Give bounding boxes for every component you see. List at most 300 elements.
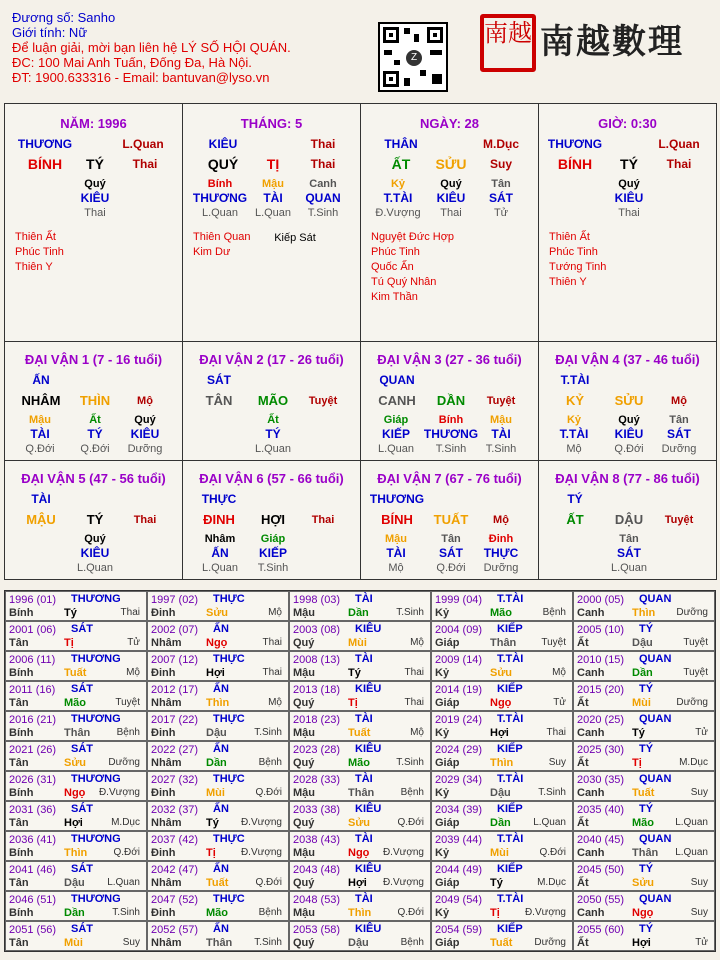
- year-stem: Đinh: [151, 607, 176, 619]
- year-ten-god: QUAN: [639, 893, 672, 905]
- year-life-stage: Mộ: [410, 637, 424, 648]
- year-label: 2053 (58): [293, 924, 341, 936]
- year-label: 2012 (17): [151, 684, 199, 696]
- year-label: 2040 (45): [577, 834, 625, 846]
- year-life-stage: M.Dục: [111, 817, 140, 828]
- year-branch: Mão: [64, 697, 86, 709]
- hidden-ten-god: T.TÀI: [383, 191, 413, 205]
- hidden-stem: Quý: [134, 414, 156, 426]
- year-stem: Ất: [577, 637, 589, 649]
- year-label: 2045 (50): [577, 864, 625, 876]
- year-branch: Mùi: [64, 937, 83, 949]
- life-stage: L.Quan: [201, 207, 239, 219]
- year-branch: Ngọ: [632, 907, 654, 919]
- life-stage: T.Sinh: [307, 207, 339, 219]
- year-branch: Mùi: [206, 787, 225, 799]
- year-cell: [431, 771, 573, 801]
- year-ten-god: TÝ: [639, 743, 654, 755]
- year-branch: Hợi: [490, 727, 509, 739]
- year-life-stage: Đ.Vượng: [240, 847, 282, 858]
- hidden-ten-god: KIÊU: [614, 427, 644, 441]
- life-stage: Thai: [311, 514, 335, 526]
- year-cell: [147, 771, 289, 801]
- contact-line: Để luận giải, mời bạn liên hệ LÝ SỐ HỘI QUÁN.: [12, 40, 291, 55]
- year-cell: [431, 591, 573, 621]
- year-stem: Kỷ: [435, 727, 450, 739]
- year-cell: [5, 891, 147, 921]
- shensha-star: Thiên Y: [549, 276, 587, 288]
- pillar-stem-branch: QUÝ: [207, 156, 239, 172]
- hidden-stem: Kỷ: [390, 178, 406, 190]
- year-life-stage: Tử: [553, 697, 566, 708]
- luck-pillar-title: ĐẠI VẬN 7 (67 - 76 tuổi): [377, 471, 522, 486]
- hidden-ten-god: TÀI: [386, 546, 406, 560]
- year-life-stage: T.Sinh: [254, 937, 282, 948]
- qr-center-mark: Z: [406, 50, 422, 66]
- year-cell: [573, 711, 715, 741]
- year-branch: Ngọ: [206, 637, 228, 649]
- year-stem: Ất: [577, 877, 589, 889]
- year-stem: Quý: [293, 937, 315, 949]
- year-label: 2021 (26): [9, 744, 57, 756]
- year-cell: [289, 801, 431, 831]
- year-label: 2048 (53): [293, 894, 341, 906]
- pillar-cell: [360, 103, 539, 342]
- luck-branch: SỬU: [614, 393, 644, 408]
- life-stage: Tuyệt: [486, 395, 516, 407]
- year-stem: Quý: [293, 637, 315, 649]
- year-life-stage: Bệnh: [258, 907, 282, 918]
- year-branch: Tý: [348, 667, 361, 679]
- year-cell: [431, 681, 573, 711]
- life-stage: Mộ: [671, 395, 687, 407]
- year-life-stage: Thai: [262, 637, 282, 648]
- year-label: 2020 (25): [577, 714, 625, 726]
- subject-name: Đương số: Sanho: [12, 10, 116, 25]
- year-cell: [573, 771, 715, 801]
- year-label: 2015 (20): [577, 684, 625, 696]
- year-ten-god: TÀI: [355, 833, 373, 845]
- pillar-cell: [538, 103, 717, 342]
- luck-stem: MẬU: [26, 512, 56, 527]
- shensha-star: Thiên Y: [15, 261, 53, 273]
- year-cell: [5, 921, 147, 951]
- pillar-stem-branch: TÝ: [620, 156, 638, 172]
- year-ten-god: SÁT: [71, 803, 93, 815]
- year-branch: Dậu: [490, 787, 511, 799]
- year-ten-god: TÝ: [639, 923, 654, 935]
- year-cell: [5, 741, 147, 771]
- year-stem: Quý: [293, 817, 315, 829]
- shensha-list: [549, 230, 606, 290]
- luck-branch: DẦN: [436, 393, 466, 408]
- hidden-stem: Canh: [309, 178, 337, 190]
- life-stage: Dưỡng: [127, 443, 163, 455]
- year-stem: Ất: [577, 697, 589, 709]
- hidden-ten-god: TÀI: [30, 427, 50, 441]
- subject-gender: Giới tính: Nữ: [12, 25, 88, 40]
- pillar-stem-branch: TỊ: [266, 156, 280, 172]
- year-label: 2023 (28): [293, 744, 341, 756]
- luck-pillar-title: ĐẠI VẬN 6 (57 - 66 tuổi): [199, 471, 344, 486]
- year-stem: Nhâm: [151, 637, 182, 649]
- pillar-title: NĂM: 1996: [60, 116, 127, 131]
- year-label: 1996 (01): [9, 594, 57, 606]
- year-stem: Đinh: [151, 787, 176, 799]
- year-ten-god: SÁT: [71, 923, 93, 935]
- year-cell: [289, 711, 431, 741]
- year-label: 2043 (48): [293, 864, 341, 876]
- year-ten-god: SÁT: [71, 623, 93, 635]
- year-life-stage: Q.Đới: [255, 877, 282, 888]
- year-cell: [5, 711, 147, 741]
- hidden-ten-god: ẤN: [211, 546, 229, 560]
- year-label: 2044 (49): [435, 864, 483, 876]
- year-life-stage: Thai: [546, 727, 566, 738]
- year-cell: [147, 681, 289, 711]
- year-branch: Dần: [632, 667, 653, 679]
- life-stage: Tử: [493, 207, 509, 219]
- year-stem: Đinh: [151, 667, 176, 679]
- year-cell: [289, 861, 431, 891]
- address-line: ĐC: 100 Mai Anh Tuấn, Đống Đa, Hà Nội.: [12, 55, 252, 70]
- year-label: 2019 (24): [435, 714, 483, 726]
- year-label: 2028 (33): [293, 774, 341, 786]
- year-stem: Tân: [9, 937, 29, 949]
- luck-pillar-cell: [4, 460, 183, 580]
- year-label: 2029 (34): [435, 774, 483, 786]
- year-branch: Thìn: [632, 607, 656, 619]
- year-cell: [431, 861, 573, 891]
- life-stage: T.Sinh: [485, 443, 517, 455]
- luck-pillar-cell: [182, 460, 361, 580]
- year-life-stage: Mộ: [126, 667, 140, 678]
- year-ten-god: TÀI: [355, 773, 373, 785]
- year-ten-god: KIÊU: [355, 623, 382, 635]
- ten-god-label: KIÊU: [208, 137, 238, 151]
- hidden-ten-god: TÝ: [87, 427, 103, 441]
- year-cell: [431, 801, 573, 831]
- luck-branch: HỢI: [260, 512, 286, 527]
- year-branch: Tị: [348, 697, 358, 709]
- year-cell: [573, 891, 715, 921]
- year-stem: Giáp: [435, 937, 460, 949]
- year-branch: Thìn: [64, 847, 88, 859]
- year-stem: Giáp: [435, 877, 460, 889]
- hidden-stem: Đinh: [488, 533, 514, 545]
- year-branch: Mão: [206, 907, 228, 919]
- year-label: 1999 (04): [435, 594, 483, 606]
- luck-branch: THÌN: [79, 393, 111, 408]
- year-cell: [431, 831, 573, 861]
- luck-pillar-title: ĐẠI VẬN 8 (77 - 86 tuổi): [555, 471, 700, 486]
- year-life-stage: Bệnh: [116, 727, 140, 738]
- pillar-stem-branch: Thai: [132, 157, 158, 171]
- year-label: 2013 (18): [293, 684, 341, 696]
- life-stage: Q.Đới: [614, 443, 644, 455]
- life-stage: T.Sinh: [257, 562, 289, 574]
- luck-pillar-cell: [360, 341, 539, 461]
- year-stem: Kỷ: [435, 667, 450, 679]
- year-branch: Dậu: [206, 727, 227, 739]
- year-stem: Bính: [9, 727, 34, 739]
- hidden-ten-god: TÀI: [263, 191, 283, 205]
- year-cell: [5, 591, 147, 621]
- shensha-star: Quốc Ấn: [371, 261, 414, 273]
- year-cell: [431, 891, 573, 921]
- year-label: 2022 (27): [151, 744, 199, 756]
- year-ten-god: THỰC: [213, 713, 245, 725]
- year-branch: Tị: [632, 757, 642, 769]
- year-label: 2038 (43): [293, 834, 341, 846]
- year-ten-god: QUAN: [639, 653, 672, 665]
- year-ten-god: TÀI: [355, 893, 373, 905]
- year-stem: Giáp: [435, 817, 460, 829]
- year-cell: [573, 741, 715, 771]
- hidden-ten-god: KIÊU: [614, 191, 644, 205]
- year-cell: [147, 891, 289, 921]
- year-life-stage: Đ.Vượng: [524, 907, 566, 918]
- hidden-stem: Ất: [267, 414, 279, 426]
- luck-stem: TÂN: [205, 393, 233, 408]
- year-cell: [289, 681, 431, 711]
- shensha-star: Kiếp Sát: [274, 232, 316, 244]
- life-stage: Mộ: [137, 395, 153, 407]
- year-branch: Tý: [206, 817, 219, 829]
- year-ten-god: QUAN: [639, 833, 672, 845]
- luck-stem: BÍNH: [381, 512, 413, 527]
- year-life-stage: Tuyệt: [683, 637, 708, 648]
- luck-branch: TÝ: [86, 512, 104, 527]
- hidden-ten-god: KIÊU: [130, 427, 160, 441]
- pillar-cell: [182, 103, 361, 342]
- hidden-stem: Nhâm: [204, 533, 236, 545]
- year-label: 2017 (22): [151, 714, 199, 726]
- luck-pillar-title: ĐẠI VẬN 5 (47 - 56 tuổi): [21, 471, 166, 486]
- year-branch: Thân: [348, 787, 375, 799]
- year-life-stage: Mộ: [552, 667, 566, 678]
- year-ten-god: TÀI: [355, 653, 373, 665]
- luck-pillar-title: ĐẠI VẬN 3 (27 - 36 tuổi): [377, 352, 522, 367]
- year-life-stage: Bệnh: [258, 757, 282, 768]
- year-stem: Canh: [577, 907, 605, 919]
- hidden-ten-god: KIÊU: [80, 191, 110, 205]
- life-stage: Mộ: [566, 443, 582, 455]
- year-stem: Tân: [9, 637, 29, 649]
- year-stem: Canh: [577, 667, 605, 679]
- year-branch: Thân: [206, 937, 233, 949]
- year-life-stage: Đ.Vượng: [240, 817, 282, 828]
- year-stem: Giáp: [435, 697, 460, 709]
- year-ten-god: QUAN: [639, 593, 672, 605]
- hidden-stem: Bính: [438, 414, 464, 426]
- year-label: 2055 (60): [577, 924, 625, 936]
- year-label: 2014 (19): [435, 684, 483, 696]
- year-branch: Mão: [632, 817, 654, 829]
- year-ten-god: KIẾP: [497, 743, 523, 755]
- year-life-stage: Bệnh: [400, 787, 424, 798]
- year-ten-god: T.TÀI: [497, 713, 524, 725]
- year-life-stage: Suy: [690, 787, 708, 798]
- year-ten-god: KIÊU: [355, 923, 382, 935]
- year-ten-god: THƯƠNG: [71, 893, 121, 905]
- ten-god-label: TÀI: [31, 492, 51, 506]
- hidden-ten-god: KIÊU: [436, 191, 466, 205]
- year-label: 1997 (02): [151, 594, 199, 606]
- year-ten-god: TÝ: [639, 623, 654, 635]
- year-cell: [5, 681, 147, 711]
- year-branch: Dần: [64, 907, 85, 919]
- year-ten-god: SÁT: [71, 683, 93, 695]
- shensha-star: Kim Thần: [371, 291, 418, 303]
- year-branch: Hợi: [64, 817, 83, 829]
- year-stem: Mậu: [293, 607, 315, 619]
- ten-god-label: TÝ: [567, 492, 583, 506]
- year-label: 2054 (59): [435, 924, 483, 936]
- year-ten-god: T.TÀI: [497, 653, 524, 665]
- year-ten-god: THƯƠNG: [71, 713, 121, 725]
- year-branch: Tị: [206, 847, 216, 859]
- year-life-stage: Đ.Vượng: [382, 877, 424, 888]
- year-stem: Đinh: [151, 907, 176, 919]
- shensha-star: Phúc Tinh: [371, 246, 420, 258]
- hidden-stem: Mậu: [385, 533, 407, 545]
- year-label: 2030 (35): [577, 774, 625, 786]
- year-ten-god: THƯƠNG: [71, 593, 121, 605]
- year-branch: Sửu: [348, 817, 371, 829]
- shensha-star: Phúc Tinh: [15, 246, 64, 258]
- year-cell: [147, 621, 289, 651]
- ten-god-label: THƯƠNG: [369, 492, 425, 506]
- year-life-stage: L.Quan: [675, 817, 708, 828]
- year-cell: [147, 831, 289, 861]
- year-life-stage: T.Sinh: [254, 727, 282, 738]
- year-cell: [573, 591, 715, 621]
- life-stage: L.Quan: [76, 562, 114, 574]
- year-stem: Mậu: [293, 667, 315, 679]
- year-life-stage: Dưỡng: [108, 757, 140, 768]
- year-ten-god: THỰC: [213, 833, 245, 845]
- ten-god-label: L.Quan: [122, 137, 164, 151]
- luck-pillar-cell: [538, 341, 717, 461]
- year-cell: [5, 801, 147, 831]
- year-cell: [573, 681, 715, 711]
- year-ten-god: THƯƠNG: [71, 833, 121, 845]
- ten-god-label: THƯƠNG: [17, 137, 73, 151]
- year-life-stage: Q.Đới: [539, 847, 566, 858]
- year-stem: Tân: [9, 757, 29, 769]
- chart-header: [12, 10, 291, 85]
- year-cell: [147, 591, 289, 621]
- hidden-ten-god: KIÊU: [80, 546, 110, 560]
- chart-grid: [4, 103, 716, 580]
- brand-logo: 南越數理: [540, 22, 684, 62]
- year-branch: Dần: [206, 757, 227, 769]
- year-stem: Kỷ: [435, 907, 450, 919]
- year-cell: [289, 921, 431, 951]
- year-label: 2032 (37): [151, 804, 199, 816]
- ten-god-label: THÂN: [384, 137, 418, 151]
- year-ten-god: ẤN: [213, 923, 229, 935]
- year-branch: Mão: [490, 607, 512, 619]
- year-label: 2041 (46): [9, 864, 57, 876]
- year-label: 2024 (29): [435, 744, 483, 756]
- hidden-stem: Tân: [441, 533, 461, 545]
- year-ten-god: T.TÀI: [497, 773, 524, 785]
- ten-god-label: SÁT: [207, 373, 231, 387]
- ten-god-label: M.Dục: [483, 137, 519, 151]
- ten-god-label: L.Quan: [658, 137, 700, 151]
- year-label: 2049 (54): [435, 894, 483, 906]
- year-label: 2033 (38): [293, 804, 341, 816]
- year-stem: Bính: [9, 907, 34, 919]
- year-ten-god: ẤN: [213, 623, 229, 635]
- year-label: 2042 (47): [151, 864, 199, 876]
- ten-god-label: THỰC: [201, 492, 237, 506]
- year-branch: Ngọ: [64, 787, 86, 799]
- year-branch: Tuất: [632, 787, 655, 799]
- life-stage: Thai: [440, 207, 462, 219]
- year-ten-god: ẤN: [213, 683, 229, 695]
- hidden-ten-god: T.TÀI: [559, 427, 589, 441]
- year-stem: Giáp: [435, 637, 460, 649]
- year-branch: Thìn: [490, 757, 514, 769]
- life-stage: Dưỡng: [661, 443, 697, 455]
- pillar-stem-branch: BÍNH: [557, 156, 593, 172]
- year-ten-god: THƯƠNG: [71, 653, 121, 665]
- year-cell: [289, 621, 431, 651]
- year-label: 2006 (11): [9, 654, 56, 666]
- year-branch: Tý: [490, 877, 503, 889]
- hidden-stem: Quý: [440, 178, 462, 190]
- year-branch: Dậu: [348, 937, 369, 949]
- year-ten-god: THƯƠNG: [71, 773, 121, 785]
- life-stage: L.Quan: [377, 443, 415, 455]
- year-label: 2001 (06): [9, 624, 57, 636]
- year-branch: Mùi: [632, 697, 651, 709]
- shensha-star: Tướng Tinh: [549, 261, 607, 273]
- pillar-title: NGÀY: 28: [420, 116, 479, 131]
- year-stem: Kỷ: [435, 847, 450, 859]
- year-stem: Canh: [577, 607, 605, 619]
- year-stem: Ất: [577, 937, 589, 949]
- year-life-stage: Q.Đới: [113, 847, 140, 858]
- shensha-star: Nguyệt Đức Hợp: [371, 231, 455, 243]
- year-life-stage: Q.Đới: [255, 787, 282, 798]
- year-life-stage: Mộ: [268, 697, 282, 708]
- luck-stem: ẤT: [566, 512, 584, 527]
- year-label: 2016 (21): [9, 714, 57, 726]
- pillar-stem-branch: Thai: [310, 157, 336, 171]
- year-label: 2046 (51): [9, 894, 57, 906]
- year-stem: Nhâm: [151, 877, 182, 889]
- hidden-ten-god: QUAN: [305, 191, 341, 205]
- year-stem: Kỷ: [435, 787, 450, 799]
- year-life-stage: Tử: [695, 937, 708, 948]
- year-label: 2052 (57): [151, 924, 199, 936]
- year-ten-god: ẤN: [213, 743, 229, 755]
- luck-stem: NHÂM: [21, 393, 61, 408]
- pillar-stem-branch: Thai: [666, 157, 692, 171]
- life-stage: Mộ: [493, 514, 509, 526]
- year-stem: Tân: [9, 817, 29, 829]
- year-label: 1998 (03): [293, 594, 341, 606]
- year-life-stage: Mộ: [410, 727, 424, 738]
- pillar-stem-branch: BÍNH: [27, 156, 63, 172]
- year-life-stage: Suy: [122, 937, 140, 948]
- year-stem: Mậu: [293, 847, 315, 859]
- year-ten-god: TÀI: [355, 713, 373, 725]
